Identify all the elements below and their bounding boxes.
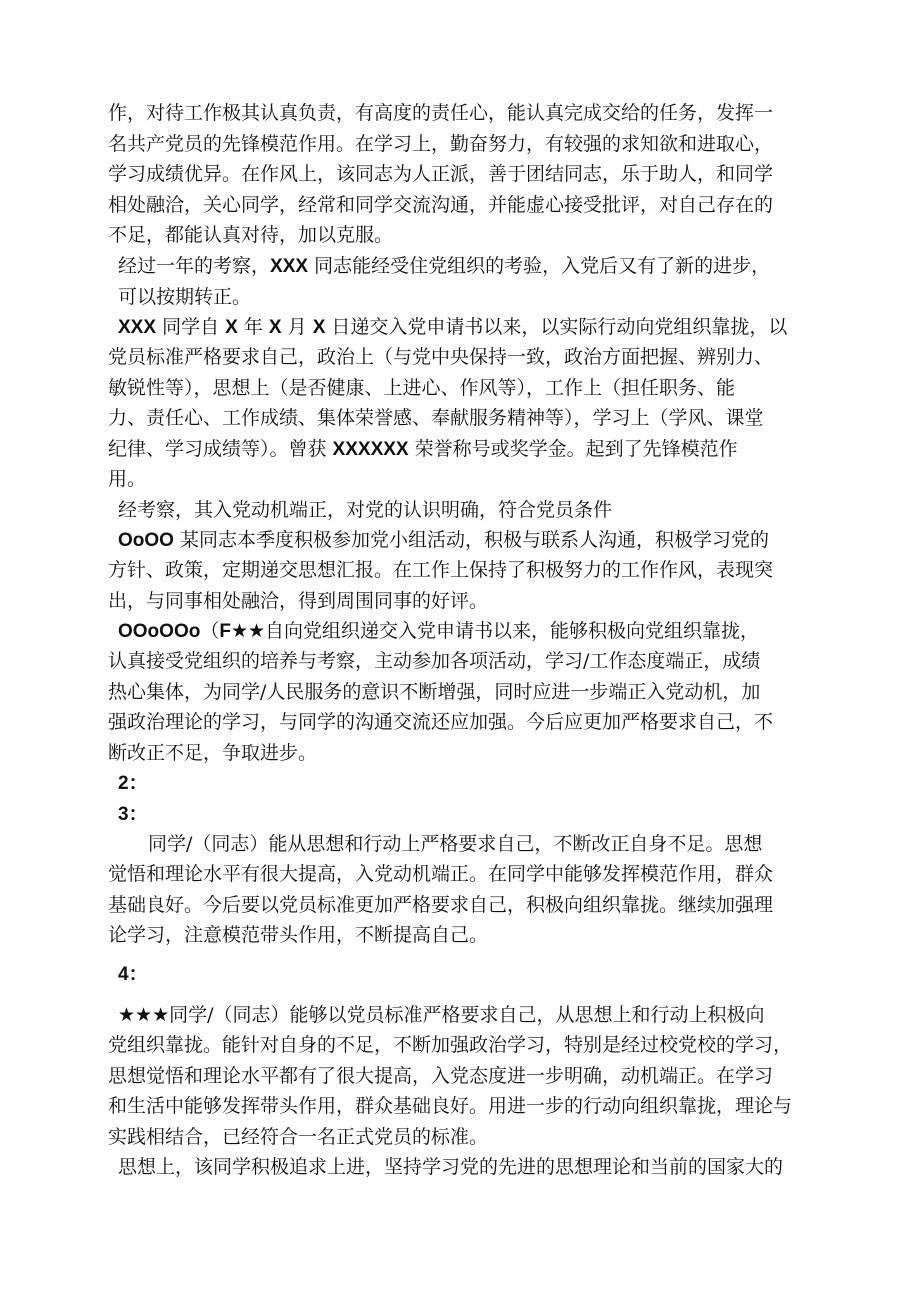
text-segment: 思想上，该同学积极追求上进，坚持学习党的先进的思想理论和当前的国家大的 — [118, 1156, 784, 1178]
text-line — [108, 131, 773, 157]
bold-text: XXX — [270, 256, 309, 277]
bold-text: 3： — [118, 803, 148, 825]
text-line — [108, 222, 393, 248]
bold-text: ★★★ — [118, 1005, 170, 1026]
bold-text: XXXXXX — [332, 438, 409, 460]
text-line — [108, 679, 760, 705]
text-segment: 觉悟和理论水平有很大提高，入党动机端正。在同学中能够发挥模范作用，群众 — [108, 863, 774, 885]
text-line — [108, 466, 146, 492]
text-line — [108, 192, 773, 218]
text-segment: 经考察，其入党动机端正，对党的认识明确，符合党员条件 — [118, 499, 613, 521]
text-line — [108, 1032, 792, 1058]
text-segment: 不足，都能认真对待，加以克服。 — [108, 224, 394, 246]
text-segment: 党组织靠拢。能针对自身的不足，不断加强政治学习，特别是经过校党校的学习， — [108, 1034, 793, 1056]
text-segment: 同学/（同志）能够以党员标准严格要求自己，从思想上和行动上积极向 — [169, 1004, 765, 1026]
text-segment: 自向党组织递交入党申请书以来，能够积极向党组织靠拢， — [265, 620, 760, 642]
text-segment: 月 — [281, 316, 313, 338]
text-line — [108, 861, 773, 887]
text-segment: 学习成绩优异。在作风上，该同志为人正派，善于团结同志，乐于助人，和同学 — [108, 163, 774, 185]
text-segment: 强政治理论的学习，与同学的沟通交流还应加强。今后应更加严格要求自己，不 — [108, 711, 774, 733]
text-line — [108, 740, 317, 766]
text-line — [108, 405, 764, 431]
text-segment: 出，与同事相处融洽，得到周围同事的好评。 — [108, 589, 489, 612]
bold-text: 4： — [118, 964, 148, 985]
text-segment: 思想觉悟和理论水平都有了很大提高，入党态度进一步明确，动机端正。在学习 — [108, 1064, 774, 1087]
text-segment: 方针、政策，定期递交思想汇报。在工作上保持了积极努力的工作作风，表现突 — [108, 559, 774, 581]
text-segment: 纪律、学习成绩等）。曾获 — [108, 437, 333, 460]
text-line — [108, 436, 738, 462]
bold-text: OoOO — [118, 530, 174, 551]
text-line — [108, 161, 773, 187]
text-line — [118, 1154, 783, 1180]
text-line — [108, 557, 773, 583]
text-segment: 可以按期转正。 — [118, 285, 252, 308]
bold-text: X — [312, 317, 326, 338]
text-segment: 经过一年的考察， — [118, 255, 271, 277]
text-segment: 敏锐性等），思想上（是否健康、上进心、作风等），工作上（担任职务、能 — [108, 376, 736, 399]
text-segment: 和生活中能够发挥带头作用，群众基础良好。用进一步的行动向组织靠拢，理论与 — [108, 1095, 793, 1117]
text-segment: 名共产党员的先锋模范作用。在学习上，勤奋努力，有较强的求知欲和进取心， — [108, 132, 774, 155]
text-segment: 日递交入党申请书以来，以实际行动向党组织靠拢，以 — [325, 316, 788, 338]
text-segment: 某同志本季度积极参加党小组活动，积极与联系人沟通，积极学习党的 — [173, 529, 769, 551]
text-segment: 荣誉称号或奖学金。起到了先锋模范作 — [408, 437, 738, 460]
text-segment: 同学自 — [156, 316, 226, 338]
text-line — [108, 375, 735, 401]
text-segment: 热心集体，为同学/人民服务的意识不断增强，同时应进一步端正入党动机，加 — [108, 680, 761, 703]
text-segment: 党员标准严格要求自己，政治上（与党中央保持一致，政治方面把握、辨别力、 — [108, 346, 774, 368]
text-line — [108, 344, 773, 370]
text-segment: 断改正不足，争取进步。 — [108, 741, 318, 764]
text-segment: 认真接受党组织的培养与考察，主动参加各项活动，学习/工作态度端正，成绩 — [108, 650, 761, 672]
text-line — [108, 1124, 488, 1150]
text-line — [108, 892, 773, 918]
text-line — [118, 497, 612, 523]
text-line — [108, 648, 760, 674]
text-line — [118, 801, 148, 827]
text-line — [118, 314, 787, 340]
bold-text: X — [268, 317, 282, 338]
bold-text: 2： — [118, 773, 148, 794]
text-segment: （ — [200, 620, 220, 642]
text-segment: 实践相结合，已经符合一名正式党员的标准。 — [108, 1125, 489, 1148]
text-line — [118, 253, 770, 279]
text-segment: 力、责任心、工作成绩、集体荣誉感、奉献服务精神等），学习上（学风、课堂 — [108, 407, 764, 429]
text-line — [108, 100, 773, 126]
text-line — [148, 831, 762, 857]
text-line — [108, 588, 488, 614]
text-segment: 同志能经受住党组织的考验，入党后又有了新的进步， — [308, 255, 771, 277]
text-segment: 作，对待工作极其认真负责，有高度的责任心，能认真完成交给的任务，发挥一 — [108, 102, 774, 124]
text-segment: 基础良好。今后要以党员标准更加严格要求自己，积极向组织靠拢。继续加强理 — [108, 893, 774, 916]
text-segment: 年 — [237, 316, 269, 338]
text-segment: 同学/（同志）能从思想和行动上严格要求自己，不断改正自身不足。思想 — [148, 833, 763, 855]
bold-text: F★★ — [219, 621, 266, 642]
text-line — [108, 709, 773, 735]
text-segment: 论学习，注意模范带头作用，不断提高自己。 — [108, 924, 489, 946]
bold-text: X — [225, 317, 238, 338]
text-line — [108, 922, 488, 948]
text-segment: 用。 — [108, 468, 147, 490]
bold-text: OOoOOo — [118, 621, 201, 642]
text-line — [118, 961, 148, 987]
text-line — [118, 284, 251, 310]
text-line — [118, 1002, 765, 1028]
bold-text: XXX — [118, 317, 157, 338]
text-line — [118, 527, 769, 553]
text-line — [108, 1063, 773, 1089]
text-line — [118, 770, 148, 796]
text-segment: 相处融洽，关心同学，经常和同学交流沟通，并能虚心接受批评，对自己存在的 — [108, 193, 774, 216]
text-line — [108, 1093, 792, 1119]
text-line — [118, 618, 759, 644]
